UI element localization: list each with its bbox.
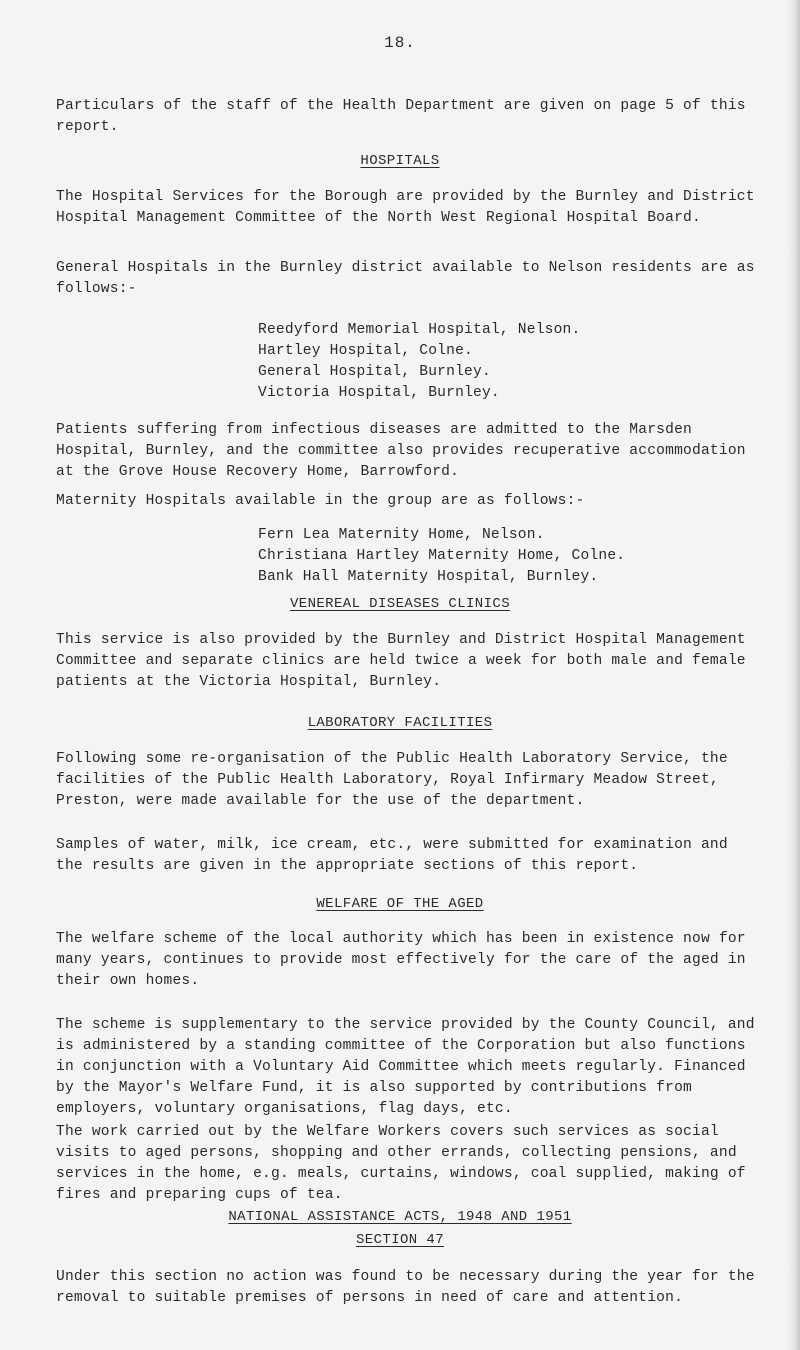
maternity-hospitals-list (258, 525, 778, 588)
welfare-paragraph-3: The work carried out by the Welfare Workers covers such services as social visits to aged persons, shopping and other errands, collecting pensions, and services in the home, e.g. meals, curtains, windows, coal supplied, making of fires and preparing cups of tea. (56, 1124, 746, 1203)
list-item: Fern Lea Maternity Home, Nelson. (258, 527, 545, 543)
list-item: Hartley Hospital, Colne. (258, 343, 473, 359)
venereal-paragraph-1: This service is also provided by the Burnley and District Hospital Management Committee and separate clinics are held twice a week for both male and female patients at the Victoria Hospital, Burnley. (56, 632, 746, 690)
section-47-subheading-text: SECTION 47 (355, 1232, 444, 1248)
laboratory-heading (0, 715, 800, 731)
list-item: Bank Hall Maternity Hospital, Burnley. (258, 569, 599, 585)
list-item: Reedyford Memorial Hospital, Nelson. (258, 322, 581, 338)
national-assistance-heading-text: NATIONAL ASSISTANCE ACTS, 1948 AND 1951 (228, 1209, 572, 1225)
laboratory-heading-text: LABORATORY FACILITIES (307, 715, 493, 731)
hospitals-paragraph-4: Maternity Hospitals available in the group are as follows:- (56, 493, 585, 509)
page-edge-shadow (786, 0, 800, 1350)
hospitals-paragraph-3: Patients suffering from infectious diseases are admitted to the Marsden Hospital, Burnley, and the committee also provides recuperative accommodation at the Grove House Recovery Home, Barrowford. (56, 422, 746, 480)
welfare-paragraph-1: The welfare scheme of the local authority which has been in existence now for many years, continues to provide most effectively for the care of the aged in their own homes. (56, 931, 746, 989)
list-item: General Hospital, Burnley. (258, 364, 491, 380)
hospitals-paragraph-1: The Hospital Services for the Borough are provided by the Burnley and District Hospital Management Committee of the North West Regional Hospital Board. (56, 189, 755, 226)
venereal-heading (0, 596, 800, 612)
welfare-heading (0, 896, 800, 912)
list-item: Christiana Hartley Maternity Home, Colne. (258, 548, 626, 564)
hospitals-heading-text: HOSPITALS (360, 153, 440, 169)
laboratory-paragraph-2: Samples of water, milk, ice cream, etc., were submitted for examination and the results are given in the appropriate sections of this report. (56, 837, 728, 874)
welfare-heading-text: WELFARE OF THE AGED (316, 896, 484, 912)
hospitals-paragraph-2: General Hospitals in the Burnley district available to Nelson residents are as follows:- (56, 260, 755, 297)
national-assistance-paragraph-1: Under this section no action was found to be necessary during the year for the removal to suitable premises of persons in need of care and attention. (56, 1269, 755, 1306)
welfare-paragraph-2: The scheme is supplementary to the service provided by the County Council, and is administered by a standing committee of the Corporation but also functions in conjunction with a Voluntary Aid Committee which meets regularly. Financed by the Mayor's Welfare Fund, it is also supported by contributions from employers, voluntary organisations, flag days, etc. (56, 1017, 755, 1117)
venereal-heading-text: VENEREAL DISEASES CLINICS (289, 596, 511, 612)
laboratory-paragraph-1: Following some re-organisation of the Public Health Laboratory Service, the facilities of the Public Health Laboratory, Royal Infirmary Meadow Street, Preston, were made available for the use of the department. (56, 751, 728, 809)
general-hospitals-list (258, 320, 778, 404)
page-number: 18. (384, 34, 416, 52)
national-assistance-heading (0, 1209, 800, 1225)
list-item: Victoria Hospital, Burnley. (258, 385, 500, 401)
section-47-subheading (0, 1232, 800, 1248)
intro-paragraph: Particulars of the staff of the Health Department are given on page 5 of this report. (56, 98, 746, 135)
hospitals-heading (0, 153, 800, 169)
